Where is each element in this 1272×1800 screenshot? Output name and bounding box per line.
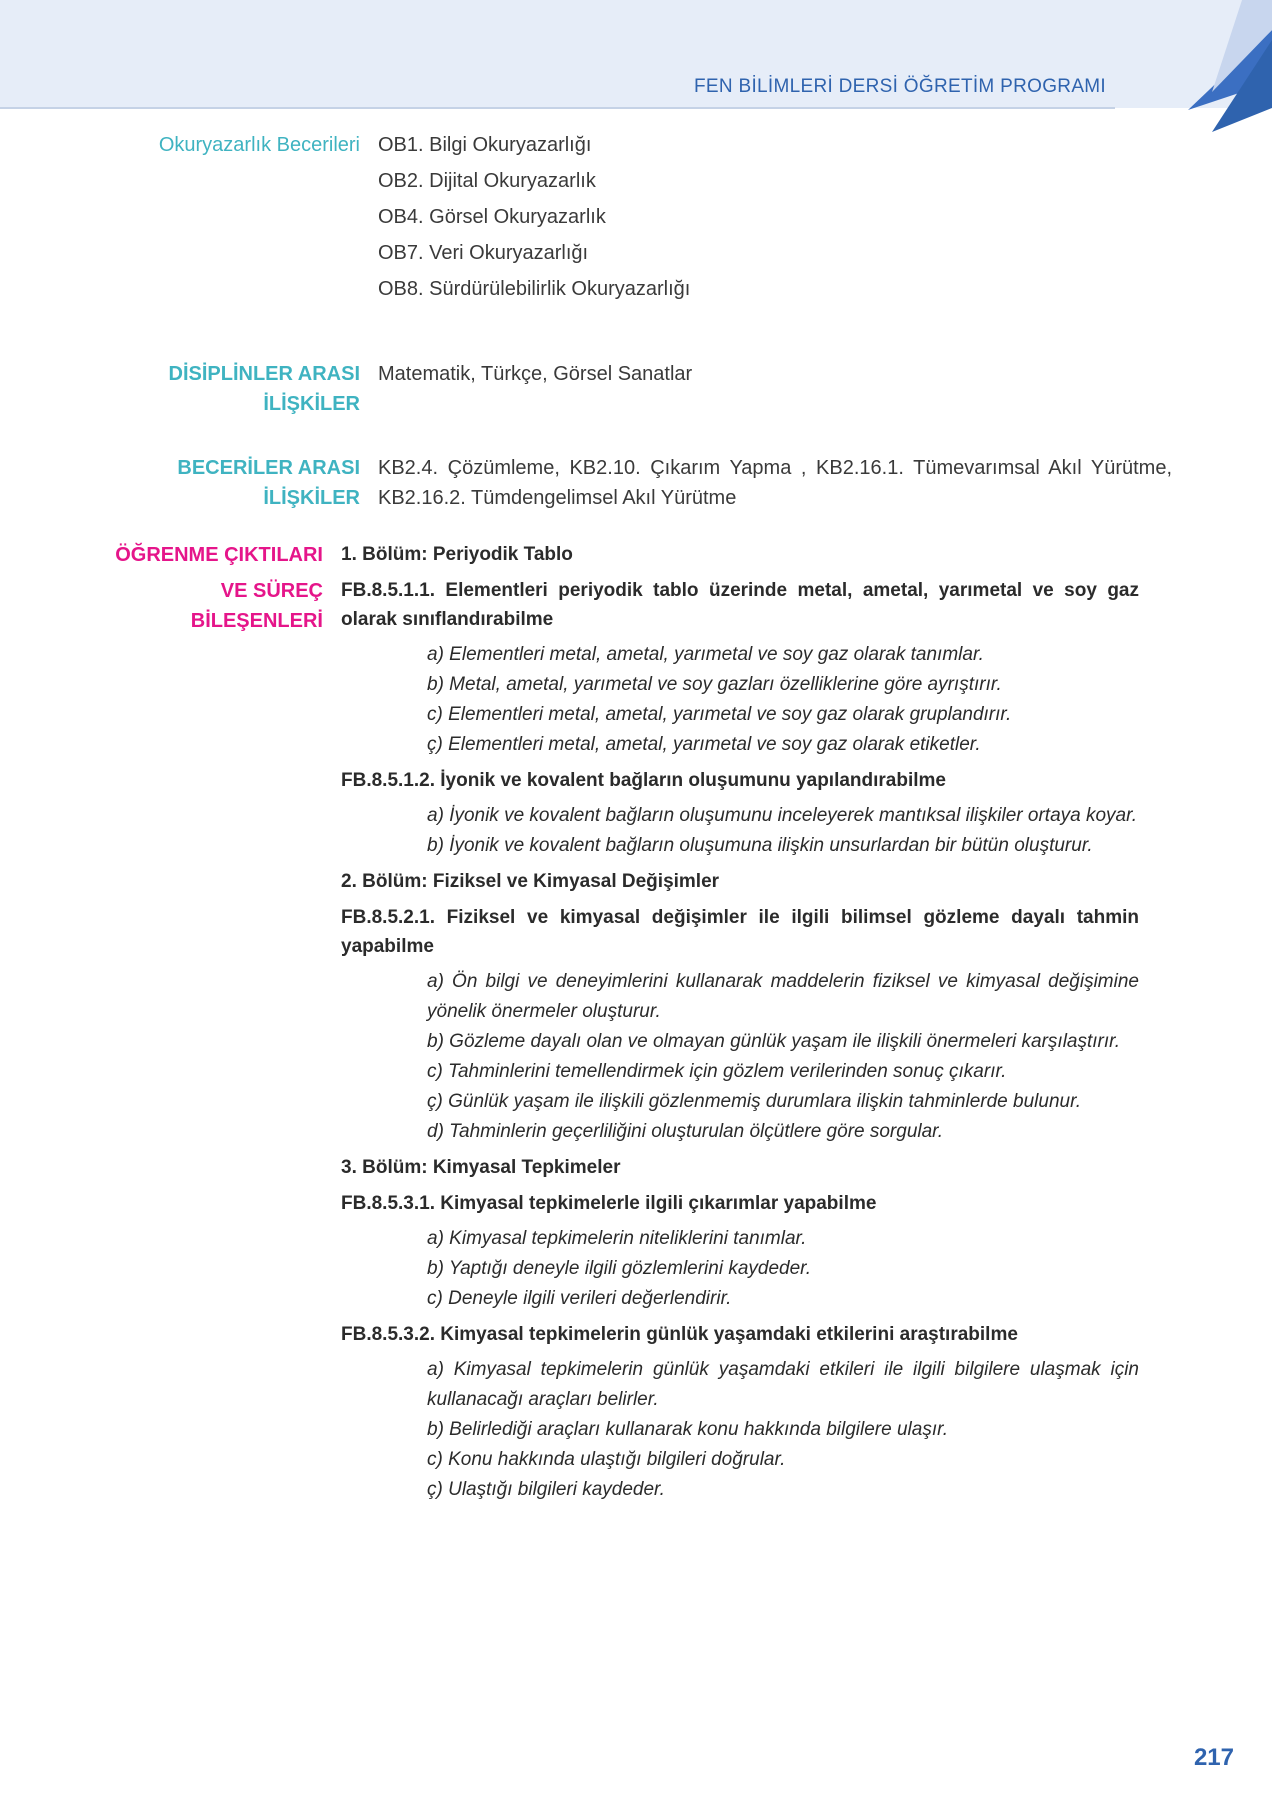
list-item: a) Kimyasal tepkimelerin günlük yaşamdaki etkileri ile ilgili bilgilere ulaşmak için kullanacağı araçları belirler.	[427, 1359, 1139, 1410]
literacy-item: OB7. Veri Okuryazarlığı	[378, 242, 589, 264]
list-item: a) Ön bilgi ve deneyimlerini kullanarak maddelerin fiziksel ve kimyasal değişimine yönelik önermeler oluşturur.	[427, 971, 1139, 1022]
list-item: b) Gözleme dayalı olan ve olmayan günlük yaşam ile ilişkili önermeleri karşılaştırır.	[427, 1031, 1121, 1052]
objective-title: FB.8.5.1.1. Elementleri periyodik tablo üzerinde metal, ametal, yarımetal ve soy gaz olarak sınıflandırabilme	[341, 580, 1139, 630]
list-item: c) Deneyle ilgili verileri değerlendirir.	[427, 1288, 732, 1309]
literacy-item: OB1. Bilgi Okuryazarlığı	[378, 134, 592, 156]
objective-items	[341, 967, 1139, 1147]
list-item: b) Belirlediği araçları kullanarak konu hakkında bilgilere ulaşır.	[427, 1419, 949, 1440]
list-item: b) İyonik ve kovalent bağların oluşumuna ilişkin unsurlardan bir bütün oluşturur.	[427, 835, 1093, 856]
list-item: ç) Elementleri metal, ametal, yarımetal ve soy gaz olarak etiketler.	[427, 734, 981, 755]
literacy-list	[378, 127, 1078, 307]
list-item: c) Elementleri metal, ametal, yarımetal ve soy gaz olarak gruplandırır.	[427, 704, 1012, 725]
header-decoration-icon	[1092, 0, 1272, 140]
objective-title: FB.8.5.3.1. Kimyasal tepkimelerle ilgili çıkarımlar yapabilme	[341, 1193, 877, 1214]
objective-items	[341, 640, 1139, 760]
list-item: a) Elementleri metal, ametal, yarımetal ve soy gaz olarak tanımlar.	[427, 644, 984, 665]
list-item: d) Tahminlerin geçerliliğini oluşturulan ölçütlere göre sorgular.	[427, 1121, 944, 1142]
document-title: FEN BİLİMLERİ DERSİ ÖĞRETİM PROGRAMI	[694, 76, 1106, 97]
list-item: c) Tahminlerini temellendirmek için gözlem verilerinden sonuç çıkarır.	[427, 1061, 1007, 1082]
objective-title: FB.8.5.1.2. İyonik ve kovalent bağların oluşumunu yapılandırabilme	[341, 770, 947, 791]
interdisciplinary-label: DİSİPLİNLER ARASI İLİŞKİLER	[168, 363, 360, 415]
outcomes-content	[341, 540, 1139, 1511]
literacy-item: OB4. Görsel Okuryazarlık	[378, 206, 606, 228]
list-item: a) İyonik ve kovalent bağların oluşumunu inceleyerek mantıksal ilişkiler ortaya koyar.	[427, 805, 1138, 826]
literacy-item: OB8. Sürdürülebilirlik Okuryazarlığı	[378, 278, 691, 300]
literacy-item: OB2. Dijital Okuryazarlık	[378, 170, 596, 192]
interdisciplinary-text: Matematik, Türkçe, Görsel Sanatlar	[378, 363, 693, 385]
header-divider	[0, 107, 1115, 109]
section-title: 2. Bölüm: Fiziksel ve Kimyasal Değişimler	[341, 871, 720, 892]
interskill-text: KB2.4. Çözümleme, KB2.10. Çıkarım Yapma , KB2.16.1. Tümevarımsal Akıl Yürütme, KB2.16.2. Tümdengelimsel Akıl Yürütme	[378, 457, 1172, 509]
page-number: 217	[1193, 1744, 1234, 1771]
list-item: a) Kimyasal tepkimelerin niteliklerini tanımlar.	[427, 1228, 807, 1249]
objective-items	[341, 801, 1139, 861]
objective-items	[341, 1355, 1139, 1505]
list-item: ç) Günlük yaşam ile ilişkili gözlenmemiş durumlara ilişkin tahminlerde bulunur.	[427, 1091, 1081, 1112]
list-item: c) Konu hakkında ulaştığı bilgileri doğrular.	[427, 1449, 786, 1470]
section-title: 3. Bölüm: Kimyasal Tepkimeler	[341, 1157, 621, 1178]
outcomes-label: ÖĞRENME ÇIKTILARI VE SÜREÇ BİLEŞENLERİ	[115, 544, 323, 632]
list-item: b) Metal, ametal, yarımetal ve soy gazları özelliklerine göre ayrıştırır.	[427, 674, 1002, 695]
list-item: ç) Ulaştığı bilgileri kaydeder.	[427, 1479, 665, 1500]
interskill-label: BECERİLER ARASI İLİŞKİLER	[177, 457, 360, 509]
list-item: b) Yaptığı deneyle ilgili gözlemlerini kaydeder.	[427, 1258, 812, 1279]
objective-items	[341, 1224, 1139, 1314]
literacy-label: Okuryazarlık Becerileri	[158, 134, 360, 156]
objective-title: FB.8.5.2.1. Fiziksel ve kimyasal değişimler ile ilgili bilimsel gözleme dayalı tahmin yapabilme	[341, 907, 1139, 957]
objective-title: FB.8.5.3.2. Kimyasal tepkimelerin günlük yaşamdaki etkilerini araştırabilme	[341, 1324, 1018, 1345]
section-title: 1. Bölüm: Periyodik Tablo	[341, 544, 573, 565]
